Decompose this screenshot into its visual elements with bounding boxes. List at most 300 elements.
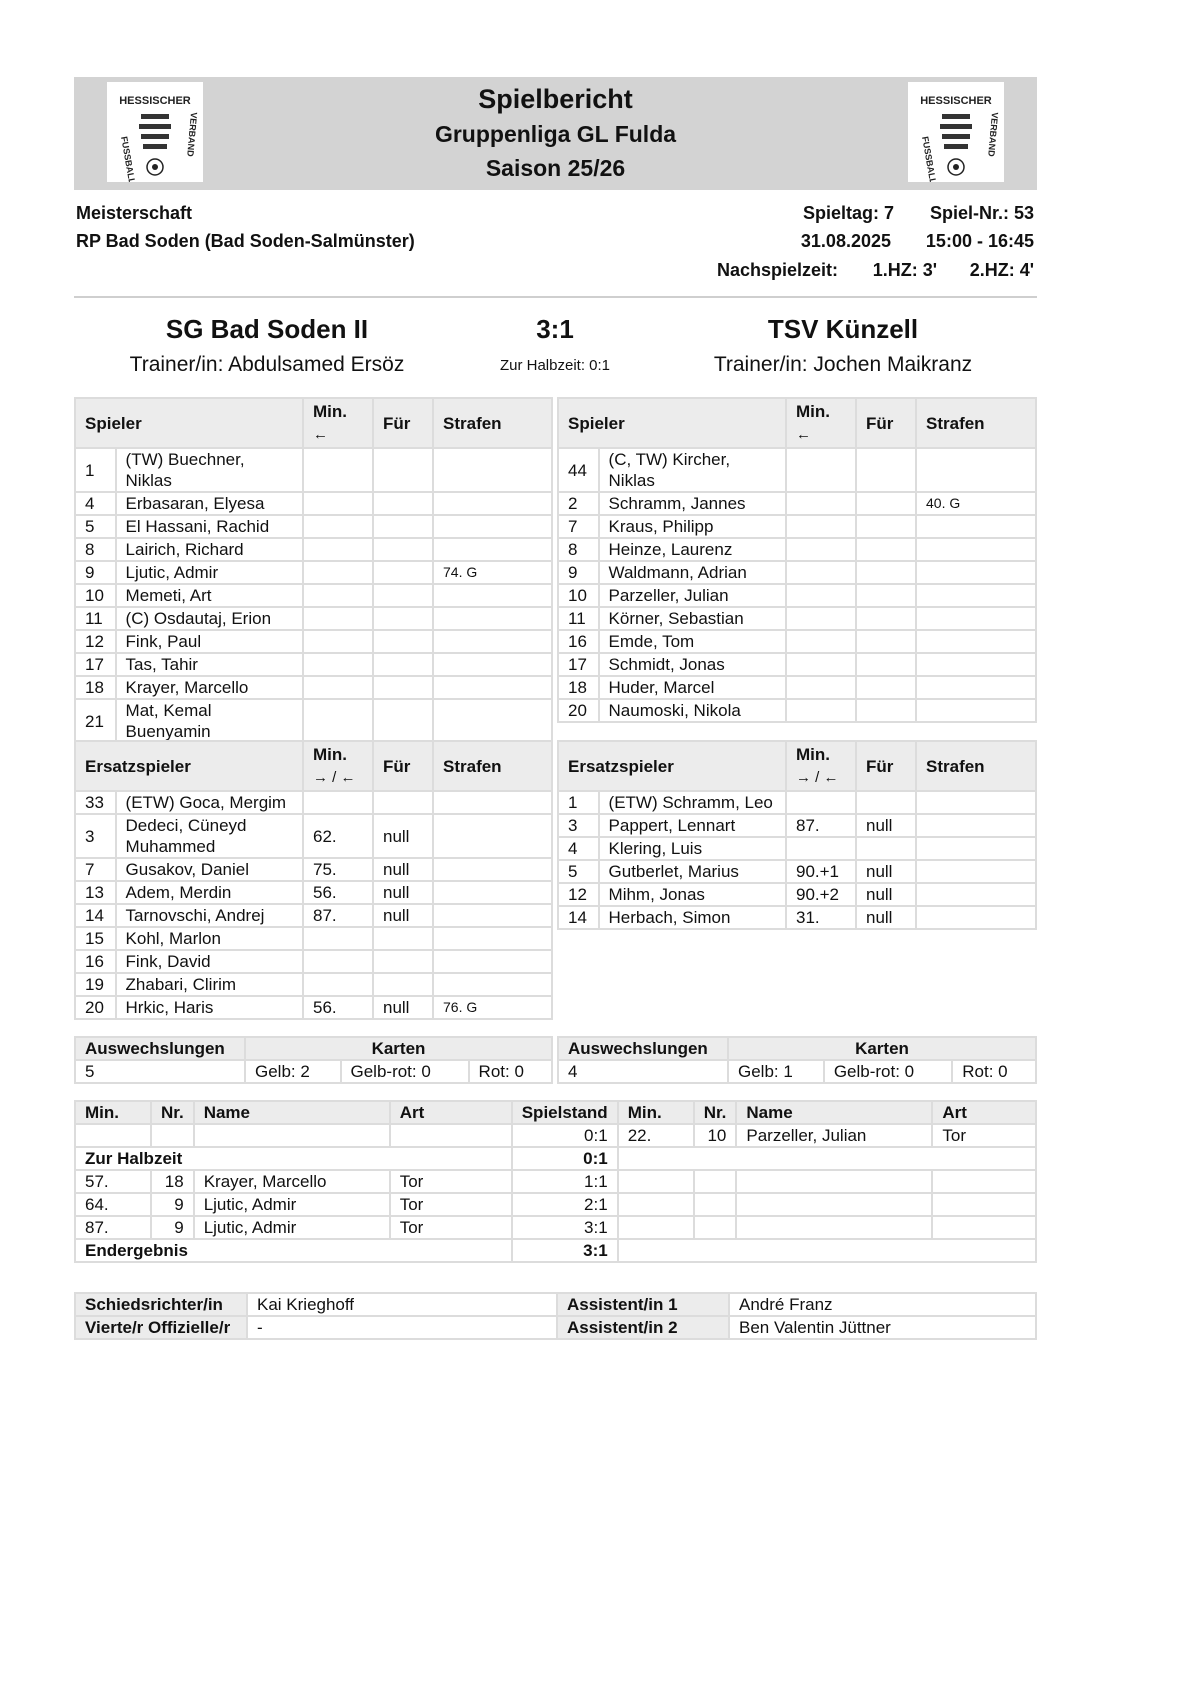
player-row <box>558 607 1036 630</box>
officials-row <box>75 1293 1036 1316</box>
away-summary-table <box>557 1036 1037 1084</box>
substituted-for <box>373 448 433 492</box>
col-penalties: Strafen <box>433 741 552 791</box>
penalty <box>916 814 1036 837</box>
sub-minute: 90.+2 <box>786 883 856 906</box>
sub-minute: 56. <box>303 881 373 904</box>
away-subs-table <box>557 740 1037 930</box>
player-row <box>75 653 552 676</box>
stoppage-second-half: 2.HZ: 4' <box>969 260 1034 280</box>
svg-text:HESSISCHER: HESSISCHER <box>119 95 191 107</box>
col-away-type: Art <box>932 1101 1036 1124</box>
away-team-name: TSV Künzell <box>767 314 919 344</box>
home-goal-type: Tor <box>390 1170 512 1193</box>
away-goal-number <box>694 1216 737 1239</box>
away-goal-minute <box>618 1216 694 1239</box>
player-name: Kraus, Philipp <box>599 515 786 538</box>
final-row <box>75 1239 1036 1262</box>
substituted-for <box>856 561 916 584</box>
away-goal-type: Tor <box>932 1124 1036 1147</box>
player-name: Tas, Tahir <box>116 653 303 676</box>
summary-header-row <box>558 1037 1036 1060</box>
player-number: 14 <box>558 906 599 929</box>
player-number: 7 <box>558 515 599 538</box>
away-goal-scorer: Parzeller, Julian <box>736 1124 932 1147</box>
sub-minute: 62. <box>303 814 373 858</box>
sub-minute: 75. <box>303 858 373 881</box>
penalty <box>916 630 1036 653</box>
substituted-for: null <box>856 883 916 906</box>
penalty <box>433 950 552 973</box>
substituted-for <box>373 515 433 538</box>
player-number: 44 <box>558 448 599 492</box>
player-row <box>75 515 552 538</box>
league-name: Gruppenliga GL Fulda <box>434 121 677 147</box>
stoppage-label: Nachspielzeit: <box>716 260 838 280</box>
substituted-for <box>856 492 916 515</box>
player-number: 33 <box>75 791 116 814</box>
substituted-for <box>373 630 433 653</box>
penalty <box>916 837 1036 860</box>
col-away-nr: Nr. <box>694 1101 737 1124</box>
goal-row <box>75 1193 1036 1216</box>
red-cards: Rot: 0 <box>952 1060 1036 1083</box>
player-name: Naumoski, Nikola <box>599 699 786 722</box>
player-row <box>558 653 1036 676</box>
player-row <box>558 860 1036 883</box>
away-goal-type <box>932 1193 1036 1216</box>
player-row <box>558 699 1036 722</box>
col-home-type: Art <box>390 1101 512 1124</box>
player-row <box>75 676 552 699</box>
sub-minute <box>786 653 856 676</box>
substituted-for: null <box>373 814 433 858</box>
penalty <box>916 653 1036 676</box>
sub-minute <box>303 927 373 950</box>
player-number: 19 <box>75 973 116 996</box>
player-number: 5 <box>75 515 116 538</box>
player-number: 3 <box>558 814 599 837</box>
substituted-for <box>373 791 433 814</box>
red-cards: Rot: 0 <box>469 1060 552 1083</box>
player-number: 21 <box>75 699 116 743</box>
fourth-official-name: - <box>247 1316 557 1339</box>
summary-header-row <box>75 1037 552 1060</box>
player-row <box>75 492 552 515</box>
col-player: Spieler <box>558 398 786 448</box>
substituted-for <box>373 699 433 743</box>
player-name: Gutberlet, Marius <box>599 860 786 883</box>
substituted-for: null <box>373 996 433 1019</box>
player-row <box>558 837 1036 860</box>
penalty <box>916 883 1036 906</box>
player-name: Dedeci, Cüneyd Muhammed <box>116 814 303 858</box>
stoppage-first-half: 1.HZ: 3' <box>872 260 937 280</box>
col-min: Min. → / ← <box>786 741 856 791</box>
svg-text:FUSSBALL: FUSSBALL <box>920 135 939 182</box>
col-subs: Ersatzspieler <box>558 741 786 791</box>
substituted-for <box>373 950 433 973</box>
home-goal-type: Tor <box>390 1193 512 1216</box>
player-row <box>75 630 552 653</box>
referee-label: Schiedsrichter/in <box>75 1293 247 1316</box>
penalty <box>916 791 1036 814</box>
player-row <box>75 699 552 743</box>
penalty <box>433 699 552 743</box>
home-goal-minute <box>75 1124 151 1147</box>
player-row <box>558 883 1036 906</box>
player-row <box>558 448 1036 492</box>
divider <box>74 296 1037 298</box>
home-goal-type <box>390 1124 512 1147</box>
player-name: Tarnovschi, Andrej <box>116 904 303 927</box>
player-name: Fink, David <box>116 950 303 973</box>
cards-label: Karten <box>728 1037 1036 1060</box>
player-number: 11 <box>75 607 116 630</box>
substituted-for <box>856 676 916 699</box>
halftime-score: Zur Halbzeit: 0:1 <box>499 357 611 374</box>
player-name: Adem, Merdin <box>116 881 303 904</box>
goal-row <box>75 1216 1036 1239</box>
col-home-min: Min. <box>75 1101 151 1124</box>
away-goal-scorer <box>736 1170 932 1193</box>
player-number: 1 <box>75 448 116 492</box>
substituted-for <box>373 607 433 630</box>
assistant2-name: Ben Valentin Jüttner <box>729 1316 1036 1339</box>
player-row <box>75 904 552 927</box>
home-goal-scorer: Ljutic, Admir <box>194 1216 390 1239</box>
assistant1-name: André Franz <box>729 1293 1036 1316</box>
penalty <box>916 561 1036 584</box>
assistant1-label: Assistent/in 1 <box>557 1293 729 1316</box>
away-goal-type <box>932 1216 1036 1239</box>
summary-row <box>75 1060 552 1083</box>
home-goal-number: 9 <box>151 1193 194 1216</box>
player-name: Schmidt, Jonas <box>599 653 786 676</box>
player-number: 8 <box>75 538 116 561</box>
home-subs-table <box>74 740 553 1020</box>
substituted-for <box>856 699 916 722</box>
substituted-for <box>373 676 433 699</box>
sub-minute <box>786 699 856 722</box>
home-goal-type: Tor <box>390 1216 512 1239</box>
col-for: Für <box>373 741 433 791</box>
table-header-row <box>558 398 1036 448</box>
penalty <box>433 584 552 607</box>
col-for: Für <box>856 741 916 791</box>
player-number: 18 <box>75 676 116 699</box>
penalty <box>433 904 552 927</box>
penalty <box>916 699 1036 722</box>
sub-minute <box>303 653 373 676</box>
sub-minute <box>786 538 856 561</box>
player-name: Emde, Tom <box>599 630 786 653</box>
sub-minute: 87. <box>303 904 373 927</box>
svg-text:VERBAND: VERBAND <box>986 111 1000 158</box>
player-number: 16 <box>75 950 116 973</box>
sub-minute <box>303 492 373 515</box>
substituted-for <box>856 538 916 561</box>
penalty <box>433 630 552 653</box>
player-name: Mat, Kemal Buenyamin <box>116 699 303 743</box>
player-number: 11 <box>558 607 599 630</box>
svg-text:VERBAND: VERBAND <box>185 111 199 158</box>
player-row <box>75 858 552 881</box>
player-name: Heinze, Laurenz <box>599 538 786 561</box>
player-name: Waldmann, Adrian <box>599 561 786 584</box>
substituted-for <box>856 448 916 492</box>
penalty <box>433 791 552 814</box>
final-row-label: Endergebnis <box>75 1239 512 1262</box>
sub-minute <box>786 584 856 607</box>
player-name: Lairich, Richard <box>116 538 303 561</box>
player-row <box>558 906 1036 929</box>
subs-count-label: Auswechslungen <box>558 1037 728 1060</box>
away-goal-minute <box>618 1193 694 1216</box>
venue: RP Bad Soden (Bad Soden-Salmünster) <box>76 231 415 251</box>
substituted-for: null <box>373 904 433 927</box>
player-name: Krayer, Marcello <box>116 676 303 699</box>
substituted-for: null <box>856 814 916 837</box>
penalty <box>916 448 1036 492</box>
penalty <box>916 515 1036 538</box>
sub-minute <box>303 515 373 538</box>
subs-count: 5 <box>75 1060 245 1083</box>
goal-score: 3:1 <box>512 1216 618 1239</box>
halftime-row-score: 0:1 <box>512 1147 618 1170</box>
sub-minute <box>786 607 856 630</box>
sub-minute: 31. <box>786 906 856 929</box>
col-min: Min. → / ← <box>303 741 373 791</box>
report-title: Spielbericht <box>478 84 633 114</box>
header-titles <box>74 81 1037 185</box>
col-min: Min. ← <box>786 398 856 448</box>
substituted-for <box>373 538 433 561</box>
player-row <box>75 607 552 630</box>
player-number: 17 <box>558 653 599 676</box>
substituted-for <box>373 492 433 515</box>
penalty <box>433 653 552 676</box>
player-row <box>558 561 1036 584</box>
substituted-for <box>856 653 916 676</box>
player-name: Hrkic, Haris <box>116 996 303 1019</box>
player-number: 12 <box>558 883 599 906</box>
player-row <box>75 996 552 1019</box>
sub-minute: 90.+1 <box>786 860 856 883</box>
player-name: Schramm, Jannes <box>599 492 786 515</box>
yellow-red-cards: Gelb-rot: 0 <box>341 1060 469 1083</box>
match-date: 31.08.2025 <box>800 231 891 251</box>
final-score: 3:1 <box>536 314 574 344</box>
col-away-name: Name <box>736 1101 932 1124</box>
sub-minute <box>786 837 856 860</box>
col-home-nr: Nr. <box>151 1101 194 1124</box>
sub-minute <box>786 561 856 584</box>
penalty <box>916 607 1036 630</box>
col-min: Min. ← <box>303 398 373 448</box>
sub-minute <box>786 492 856 515</box>
col-score: Spielstand <box>512 1101 618 1124</box>
player-name: Ljutic, Admir <box>116 561 303 584</box>
away-trainer: Trainer/in: Jochen Maikranz <box>713 353 973 376</box>
sub-minute <box>303 584 373 607</box>
substituted-for <box>373 973 433 996</box>
penalty <box>433 814 552 858</box>
player-row <box>558 791 1036 814</box>
player-row <box>558 515 1036 538</box>
substituted-for <box>856 791 916 814</box>
player-number: 5 <box>558 860 599 883</box>
player-name: Erbasaran, Elyesa <box>116 492 303 515</box>
away-goal-number <box>694 1193 737 1216</box>
player-row <box>75 814 552 858</box>
penalty <box>433 676 552 699</box>
sub-minute <box>303 630 373 653</box>
player-number: 14 <box>75 904 116 927</box>
sub-minute <box>303 561 373 584</box>
player-row <box>75 448 552 492</box>
col-penalties: Strafen <box>916 398 1036 448</box>
player-row <box>75 927 552 950</box>
home-goal-scorer <box>194 1124 390 1147</box>
goals-table <box>74 1100 1037 1263</box>
player-name: (C) Osdautaj, Erion <box>116 607 303 630</box>
summary-row <box>558 1060 1036 1083</box>
away-goal-scorer <box>736 1193 932 1216</box>
hfv-logo-right <box>908 82 1004 182</box>
substituted-for <box>856 630 916 653</box>
col-subs: Ersatzspieler <box>75 741 303 791</box>
player-number: 13 <box>75 881 116 904</box>
player-row <box>558 630 1036 653</box>
sub-minute: 87. <box>786 814 856 837</box>
season: Saison 25/26 <box>485 155 626 181</box>
assistant2-label: Assistent/in 2 <box>557 1316 729 1339</box>
substituted-for <box>856 607 916 630</box>
penalty <box>916 584 1036 607</box>
player-row <box>75 950 552 973</box>
substituted-for: null <box>373 881 433 904</box>
sub-minute <box>303 791 373 814</box>
player-name: (TW) Buechner, Niklas <box>116 448 303 492</box>
player-number: 4 <box>75 492 116 515</box>
away-goal-scorer <box>736 1216 932 1239</box>
substituted-for <box>856 515 916 538</box>
penalty <box>916 538 1036 561</box>
home-goal-scorer: Ljutic, Admir <box>194 1193 390 1216</box>
penalty <box>433 607 552 630</box>
subs-count-label: Auswechslungen <box>75 1037 245 1060</box>
penalty <box>916 860 1036 883</box>
player-number: 20 <box>75 996 116 1019</box>
goal-score: 1:1 <box>512 1170 618 1193</box>
empty-cell <box>618 1147 1036 1170</box>
home-goal-minute: 57. <box>75 1170 151 1193</box>
match-time: 15:00 - 16:45 <box>925 231 1034 251</box>
player-name: (C, TW) Kircher, Niklas <box>599 448 786 492</box>
player-row <box>558 676 1036 699</box>
player-number: 17 <box>75 653 116 676</box>
goal-score: 2:1 <box>512 1193 618 1216</box>
player-name: Fink, Paul <box>116 630 303 653</box>
sub-minute: 56. <box>303 996 373 1019</box>
sub-minute <box>786 791 856 814</box>
sub-minute <box>786 676 856 699</box>
player-number: 10 <box>75 584 116 607</box>
penalty <box>916 906 1036 929</box>
home-starters-table <box>74 397 553 744</box>
home-goal-number: 18 <box>151 1170 194 1193</box>
cards-label: Karten <box>245 1037 552 1060</box>
match-number: Spiel-Nr.: 53 <box>929 203 1034 223</box>
col-for: Für <box>856 398 916 448</box>
referee-name: Kai Krieghoff <box>247 1293 557 1316</box>
competition-type: Meisterschaft <box>76 203 193 223</box>
subs-count: 4 <box>558 1060 728 1083</box>
player-name: Pappert, Lennart <box>599 814 786 837</box>
away-starters-table <box>557 397 1037 723</box>
player-row <box>75 561 552 584</box>
player-name: Klering, Luis <box>599 837 786 860</box>
player-row <box>558 492 1036 515</box>
player-row <box>75 791 552 814</box>
sub-minute <box>786 515 856 538</box>
col-away-min: Min. <box>618 1101 694 1124</box>
substituted-for <box>373 927 433 950</box>
sub-minute <box>303 973 373 996</box>
substituted-for: null <box>856 860 916 883</box>
player-number: 10 <box>558 584 599 607</box>
table-header-row <box>75 398 552 448</box>
table-header-row <box>558 741 1036 791</box>
home-team-name: SG Bad Soden II <box>165 314 369 344</box>
sub-minute <box>786 630 856 653</box>
home-goal-minute: 64. <box>75 1193 151 1216</box>
player-number: 18 <box>558 676 599 699</box>
substituted-for <box>373 561 433 584</box>
player-number: 16 <box>558 630 599 653</box>
officials-table <box>74 1292 1037 1340</box>
sub-minute <box>303 448 373 492</box>
player-name: Herbach, Simon <box>599 906 786 929</box>
player-name: Mihm, Jonas <box>599 883 786 906</box>
player-number: 8 <box>558 538 599 561</box>
svg-text:FUSSBALL: FUSSBALL <box>119 135 138 182</box>
player-number: 1 <box>558 791 599 814</box>
halftime-row <box>75 1147 1036 1170</box>
home-summary-table <box>74 1036 553 1084</box>
fourth-official-label: Vierte/r Offizielle/r <box>75 1316 247 1339</box>
penalty: 76. G <box>433 996 552 1019</box>
home-goal-scorer: Krayer, Marcello <box>194 1170 390 1193</box>
player-row <box>75 881 552 904</box>
player-name: Zhabari, Clirim <box>116 973 303 996</box>
penalty <box>433 973 552 996</box>
away-goal-number <box>694 1170 737 1193</box>
penalty <box>433 881 552 904</box>
away-goal-minute: 22. <box>618 1124 694 1147</box>
goal-score: 0:1 <box>512 1124 618 1147</box>
goals-header-row <box>75 1101 1036 1124</box>
col-for: Für <box>373 398 433 448</box>
yellow-red-cards: Gelb-rot: 0 <box>824 1060 952 1083</box>
player-name: Körner, Sebastian <box>599 607 786 630</box>
away-goal-number: 10 <box>694 1124 737 1147</box>
empty-cell <box>618 1239 1036 1262</box>
player-number: 4 <box>558 837 599 860</box>
player-row <box>558 814 1036 837</box>
player-name: Huder, Marcel <box>599 676 786 699</box>
